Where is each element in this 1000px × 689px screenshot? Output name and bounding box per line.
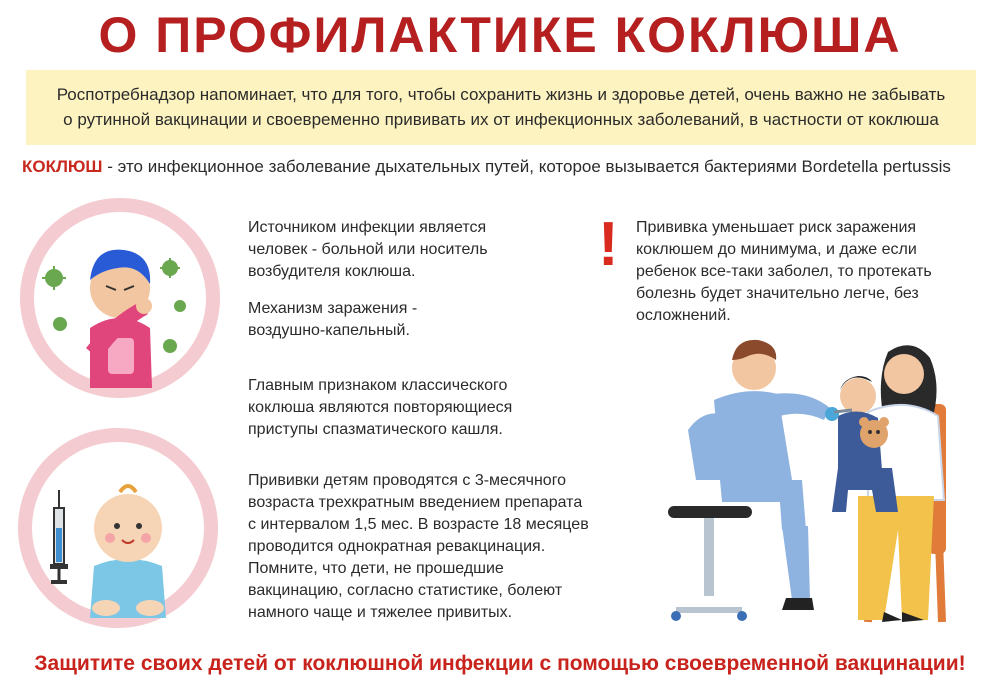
fact-infection-source [248,217,578,283]
coughing-child-illustration [20,198,220,398]
stool-icon [668,506,752,621]
fact-line: Механизм заражения - [248,300,418,317]
fact-line: намного чаще и тяжелее привитых. [248,604,513,621]
fact-main-symptom [248,375,588,441]
fact-line: приступы спазматического кашля. [248,421,503,438]
fact-line: Источником инфекции является [248,219,487,236]
fact-line: проводится однократная ревакцинация. [248,538,546,555]
baby-syringe-icon [18,428,218,628]
fact-line: вакцинацию, согласно статистике, болеют [248,582,563,599]
exclamation-icon: ! [598,210,619,279]
notice-banner [26,70,976,145]
definition-term: КОКЛЮШ [22,157,103,176]
fact-line: коклюша являются повторяющиеся [248,399,513,416]
warning-line: осложнений. [636,307,731,324]
footer-call-to-action: Защитите своих детей от коклюшной инфекции с помощью своевременной вакцинации! [34,652,966,675]
fact-line: Помните, что дети, не прошедшие [248,560,504,577]
syringe-icon [50,490,68,584]
fact-line: Прививки детям проводятся с 3-месячного [248,472,567,489]
warning-text [636,217,986,327]
coughing-child-icon [20,198,220,398]
fact-line: Главным признаком классического [248,377,508,394]
warning-line: коклюшем до минимума, и даже если [636,241,917,258]
notice-line-1: Роспотребнадзор напоминает, что для того, чтобы сохранить жизнь и здоровье детей, очень важно не забывать [56,85,946,104]
notice-line-2: о рутинной вакцинации и своевременно прививать их от инфекционных заболеваний, в частности от коклюша [63,110,939,129]
warning-line: Прививка уменьшает риск заражения [636,219,917,236]
warning-line: болезнь будет значительно легче, без [636,285,919,302]
fact-line: возбудителя коклюша. [248,263,416,280]
doctor-vaccination-illustration [662,330,982,630]
fact-line: возраста трехкратным введением препарата [248,494,583,511]
warning-line: ребенок все-таки заболел, то протекать [636,263,932,280]
fact-vaccination-schedule [248,470,648,624]
definition-text: - это инфекционное заболевание дыхательных путей, которое вызывается бактериями Bordetella pertussis [102,157,951,176]
baby-illustration [18,428,218,628]
fact-line: с интервалом 1,5 мес. В возрасте 18 месяцев [248,516,589,533]
fact-line: человек - больной или носитель [248,241,488,258]
definition [22,155,992,179]
page-title: О ПРОФИЛАКТИКЕ КОКЛЮША [98,7,902,63]
fact-transmission [248,298,578,342]
fact-line: воздушно-капельный. [248,322,410,339]
